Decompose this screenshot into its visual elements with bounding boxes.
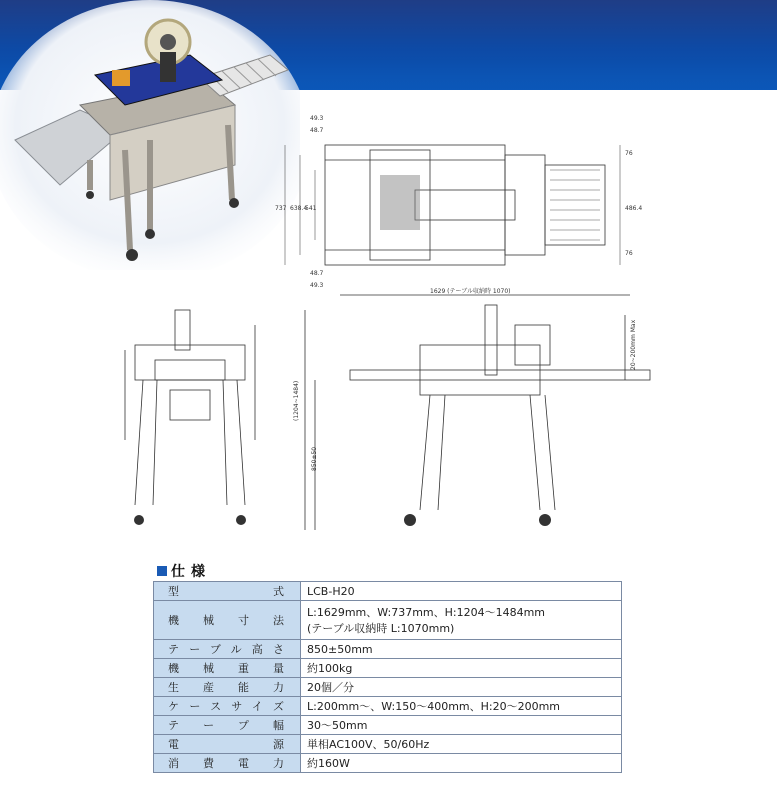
- spec-key: テープ幅: [154, 716, 301, 735]
- title-marker-icon: [157, 566, 167, 576]
- table-height-dimension: 850±50: [311, 446, 318, 471]
- top-view-drawing: [270, 110, 650, 290]
- dim-label: 541: [305, 205, 317, 212]
- dim-label: 638.4: [290, 205, 308, 212]
- table-row: [154, 601, 622, 640]
- spec-key: 消費電力: [154, 754, 301, 773]
- dim-label: 48.7: [310, 127, 324, 134]
- length-dimension: 1629 (テーブル収納時 1070): [430, 288, 511, 295]
- spec-key: 電源: [154, 735, 301, 754]
- spec-value: L:200mm～、W:150～400mm、H:20～200mm: [301, 697, 622, 716]
- table-row: [154, 678, 622, 697]
- spec-key: 型式: [154, 582, 301, 601]
- spec-value: L:1629mm、W:737mm、H:1204～1484mm (テーブル収納時 L:1070mm): [301, 601, 622, 640]
- dim-label: 76: [625, 150, 633, 157]
- range-dimension: 20~200mm Max: [630, 319, 637, 370]
- front-view-drawing: [115, 300, 265, 535]
- spec-key: 機械寸法: [154, 601, 301, 640]
- table-row: [154, 716, 622, 735]
- table-row: [154, 582, 622, 601]
- spec-table: [153, 581, 622, 773]
- table-row: [154, 697, 622, 716]
- height-dimension: (1204~1484): [293, 380, 300, 421]
- spec-key: 機械重量: [154, 659, 301, 678]
- spec-value: 約100kg: [301, 659, 622, 678]
- table-row: [154, 735, 622, 754]
- product-photo: [0, 0, 300, 270]
- spec-value: LCB-H20: [301, 582, 622, 601]
- spec-value: 20個／分: [301, 678, 622, 697]
- section-title-text: 仕様: [171, 564, 211, 580]
- section-title: [157, 561, 211, 581]
- side-view-drawing: [290, 285, 660, 535]
- spec-value: 30～50mm: [301, 716, 622, 735]
- spec-key: 生産能力: [154, 678, 301, 697]
- table-row: [154, 640, 622, 659]
- table-row: [154, 659, 622, 678]
- dim-label: 76: [625, 250, 633, 257]
- dim-label: 48.7: [310, 270, 324, 277]
- spec-value: 約160W: [301, 754, 622, 773]
- spec-key: テーブル高さ: [154, 640, 301, 659]
- spec-key: ケースサイズ: [154, 697, 301, 716]
- dim-label: 737: [275, 205, 287, 212]
- spec-value: 単相AC100V、50/60Hz: [301, 735, 622, 754]
- dim-label: 49.3: [310, 282, 324, 289]
- table-row: [154, 754, 622, 773]
- spec-value: 850±50mm: [301, 640, 622, 659]
- dim-label: 49.3: [310, 115, 324, 122]
- dim-label: 486.4: [625, 205, 643, 212]
